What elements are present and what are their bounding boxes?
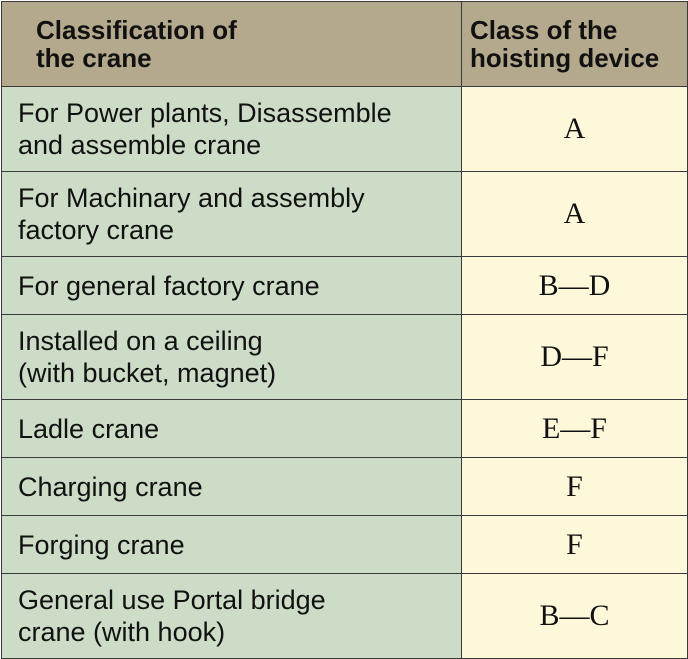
classification-cell: For general factory crane bbox=[2, 257, 462, 315]
class-cell: D—F bbox=[462, 315, 688, 400]
table-row bbox=[2, 574, 688, 659]
classification-cell: For Machinary and assembly factory crane bbox=[2, 172, 462, 257]
table-row bbox=[2, 516, 688, 574]
class-cell: B—D bbox=[462, 257, 688, 315]
classification-cell: Charging crane bbox=[2, 458, 462, 516]
crane-classification-table bbox=[1, 1, 688, 659]
classification-cell: Forging crane bbox=[2, 516, 462, 574]
class-cell: F bbox=[462, 458, 688, 516]
header-class: Class of the hoisting device bbox=[462, 2, 688, 87]
table-row bbox=[2, 257, 688, 315]
table-row bbox=[2, 87, 688, 172]
classification-cell: For Power plants, Disassemble and assemble crane bbox=[2, 87, 462, 172]
header-row bbox=[2, 2, 688, 87]
classification-cell: Ladle crane bbox=[2, 400, 462, 458]
classification-cell: Installed on a ceiling (with bucket, magnet) bbox=[2, 315, 462, 400]
class-cell: B—C bbox=[462, 574, 688, 659]
classification-cell: General use Portal bridge crane (with hook) bbox=[2, 574, 462, 659]
class-cell: E—F bbox=[462, 400, 688, 458]
class-cell: F bbox=[462, 516, 688, 574]
table-row bbox=[2, 458, 688, 516]
header-classification: Classification of the crane bbox=[2, 2, 462, 87]
class-cell: A bbox=[462, 172, 688, 257]
class-cell: A bbox=[462, 87, 688, 172]
table-row bbox=[2, 315, 688, 400]
table-row bbox=[2, 172, 688, 257]
table-row bbox=[2, 400, 688, 458]
